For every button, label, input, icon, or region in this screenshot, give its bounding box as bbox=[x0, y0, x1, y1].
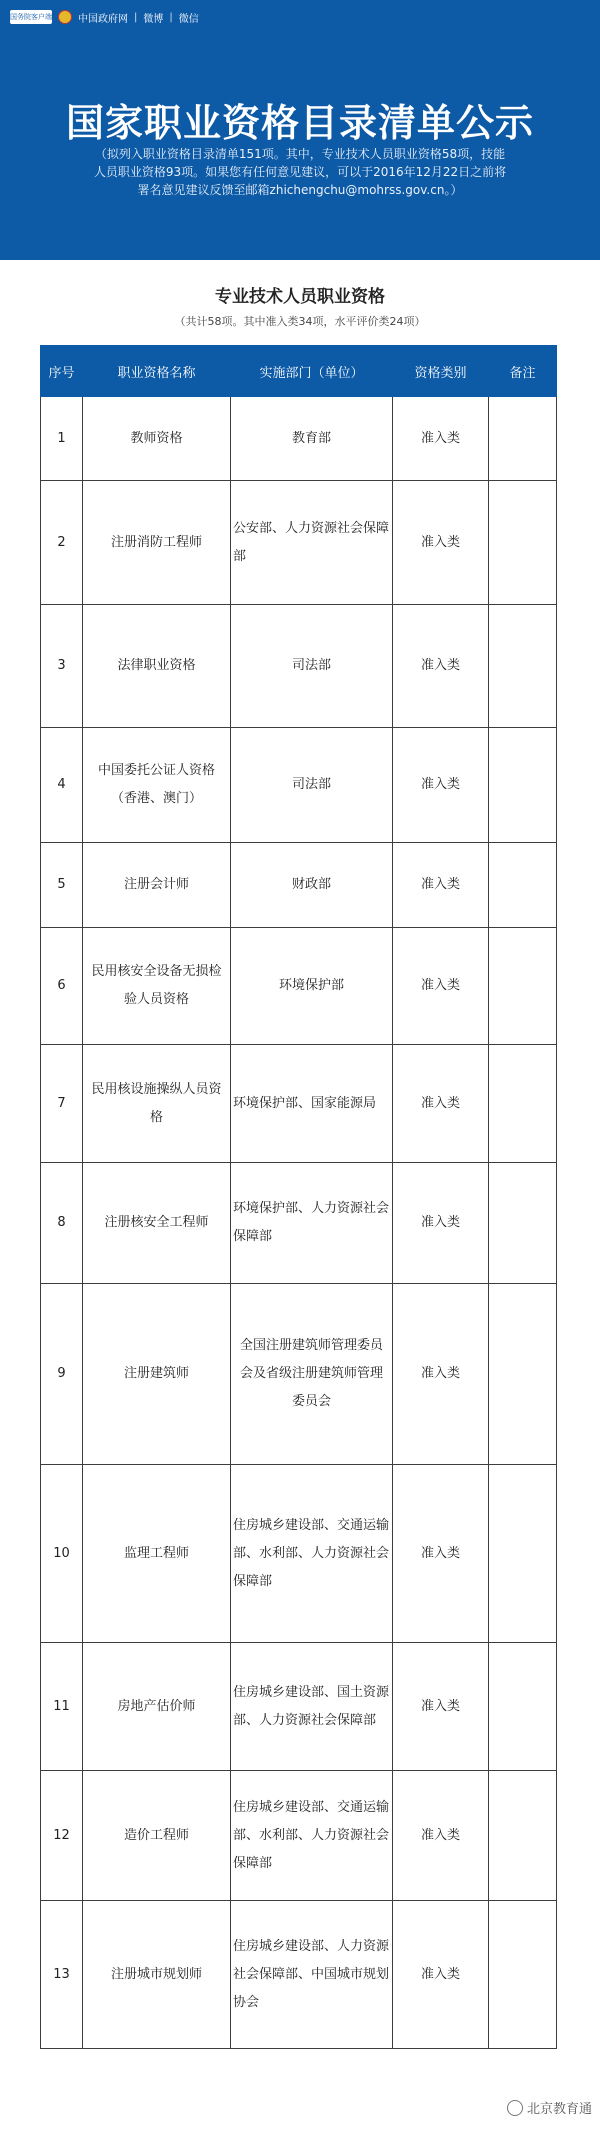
row-no: 5 bbox=[41, 843, 83, 928]
row-category: 准入类 bbox=[393, 1643, 489, 1771]
row-note bbox=[489, 1045, 557, 1163]
row-category: 准入类 bbox=[393, 728, 489, 843]
table-row bbox=[41, 1465, 557, 1643]
row-note bbox=[489, 843, 557, 928]
row-name: 民用核设施操纵人员资格 bbox=[83, 1045, 231, 1163]
row-dept: 教育部 bbox=[231, 397, 393, 481]
row-category: 准入类 bbox=[393, 1771, 489, 1901]
state-council-logo: 国务院客户端 bbox=[10, 10, 52, 24]
row-dept: 环境保护部 bbox=[231, 928, 393, 1045]
row-dept: 全国注册建筑师管理委员会及省级注册建筑师管理委员会 bbox=[231, 1284, 393, 1465]
table-row bbox=[41, 728, 557, 843]
row-note bbox=[489, 605, 557, 728]
section-title: 专业技术人员职业资格 bbox=[215, 287, 385, 307]
row-name: 房地产估价师 bbox=[83, 1643, 231, 1771]
header-name: 职业资格名称 bbox=[83, 346, 231, 397]
row-category: 准入类 bbox=[393, 1901, 489, 2049]
row-category: 准入类 bbox=[393, 928, 489, 1045]
row-name: 注册核安全工程师 bbox=[83, 1163, 231, 1284]
row-name: 民用核安全设备无损检验人员资格 bbox=[83, 928, 231, 1045]
row-dept: 司法部 bbox=[231, 728, 393, 843]
page-description: （拟列入职业资格目录清单151项。其中，专业技术人员职业资格58项，技能人员职业资格93项。如果您有任何意见建议，可以于2016年12月22日之前将署名意见建议反馈至邮箱zhichengchu@mohrss.gov.cn。） bbox=[93, 147, 507, 197]
row-category: 准入类 bbox=[393, 1465, 489, 1643]
wechat-account-icon bbox=[507, 2100, 523, 2116]
table-row bbox=[41, 928, 557, 1045]
row-name: 法律职业资格 bbox=[83, 605, 231, 728]
table-row bbox=[41, 605, 557, 728]
row-no: 13 bbox=[41, 1901, 83, 2049]
row-note bbox=[489, 728, 557, 843]
row-dept: 住房城乡建设部、交通运输部、水利部、人力资源社会保障部 bbox=[231, 1465, 393, 1643]
row-note bbox=[489, 481, 557, 605]
header-note: 备注 bbox=[489, 346, 557, 397]
row-name: 注册消防工程师 bbox=[83, 481, 231, 605]
row-category: 准入类 bbox=[393, 605, 489, 728]
row-note bbox=[489, 1163, 557, 1284]
row-no: 8 bbox=[41, 1163, 83, 1284]
row-no: 7 bbox=[41, 1045, 83, 1163]
row-no: 11 bbox=[41, 1643, 83, 1771]
row-name: 监理工程师 bbox=[83, 1465, 231, 1643]
watermark bbox=[507, 2098, 592, 2117]
table-row bbox=[41, 1163, 557, 1284]
row-name: 注册会计师 bbox=[83, 843, 231, 928]
row-category: 准入类 bbox=[393, 1163, 489, 1284]
row-note bbox=[489, 928, 557, 1045]
table-row bbox=[41, 1045, 557, 1163]
header-dept: 实施部门（单位） bbox=[231, 346, 393, 397]
row-dept: 环境保护部、国家能源局 bbox=[231, 1045, 393, 1163]
row-no: 9 bbox=[41, 1284, 83, 1465]
row-no: 3 bbox=[41, 605, 83, 728]
row-category: 准入类 bbox=[393, 1045, 489, 1163]
row-category: 准入类 bbox=[393, 1284, 489, 1465]
table-row bbox=[41, 843, 557, 928]
row-dept: 司法部 bbox=[231, 605, 393, 728]
table-row bbox=[41, 481, 557, 605]
row-no: 10 bbox=[41, 1465, 83, 1643]
section-subtitle: （共计58项。其中准入类34项，水平评价类24项） bbox=[174, 315, 426, 328]
row-note bbox=[489, 1465, 557, 1643]
qualification-table-wrap bbox=[40, 345, 556, 2049]
header-banner bbox=[0, 0, 600, 260]
row-no: 1 bbox=[41, 397, 83, 481]
row-note bbox=[489, 1771, 557, 1901]
row-dept: 住房城乡建设部、人力资源社会保障部、中国城市规划协会 bbox=[231, 1901, 393, 2049]
row-no: 2 bbox=[41, 481, 83, 605]
row-name: 注册城市规划师 bbox=[83, 1901, 231, 2049]
logo-bar: 国务院客户端 中国政府网 | 微博 | 微信 bbox=[10, 11, 199, 25]
row-name: 教师资格 bbox=[83, 397, 231, 481]
row-note bbox=[489, 397, 557, 481]
table-header-row bbox=[41, 346, 557, 397]
row-name: 注册建筑师 bbox=[83, 1284, 231, 1465]
row-dept: 财政部 bbox=[231, 843, 393, 928]
table-row bbox=[41, 1284, 557, 1465]
row-no: 4 bbox=[41, 728, 83, 843]
table-row bbox=[41, 1901, 557, 2049]
page-title: 国家职业资格目录清单公示 bbox=[65, 101, 534, 145]
row-note bbox=[489, 1284, 557, 1465]
header-category: 资格类别 bbox=[393, 346, 489, 397]
row-dept: 住房城乡建设部、交通运输部、水利部、人力资源社会保障部 bbox=[231, 1771, 393, 1901]
table-row bbox=[41, 397, 557, 481]
qualification-table bbox=[40, 345, 557, 2049]
weixin-label: 微信 bbox=[178, 13, 199, 25]
watermark-text: 北京教育通 bbox=[526, 2102, 592, 2117]
row-category: 准入类 bbox=[393, 481, 489, 605]
row-no: 12 bbox=[41, 1771, 83, 1901]
row-no: 6 bbox=[41, 928, 83, 1045]
gov-site-logo: 中国政府网 bbox=[78, 13, 128, 25]
row-category: 准入类 bbox=[393, 397, 489, 481]
row-note bbox=[489, 1643, 557, 1771]
header-no: 序号 bbox=[41, 346, 83, 397]
row-dept: 公安部、人力资源社会保障部 bbox=[231, 481, 393, 605]
row-dept: 住房城乡建设部、国土资源部、人力资源社会保障部 bbox=[231, 1643, 393, 1771]
row-dept: 环境保护部、人力资源社会保障部 bbox=[231, 1163, 393, 1284]
weibo-label: 微博 bbox=[143, 13, 164, 25]
row-category: 准入类 bbox=[393, 843, 489, 928]
row-name: 中国委托公证人资格（香港、澳门） bbox=[83, 728, 231, 843]
table-row bbox=[41, 1643, 557, 1771]
row-name: 造价工程师 bbox=[83, 1771, 231, 1901]
row-note bbox=[489, 1901, 557, 2049]
national-emblem-icon bbox=[58, 10, 72, 24]
table-row bbox=[41, 1771, 557, 1901]
